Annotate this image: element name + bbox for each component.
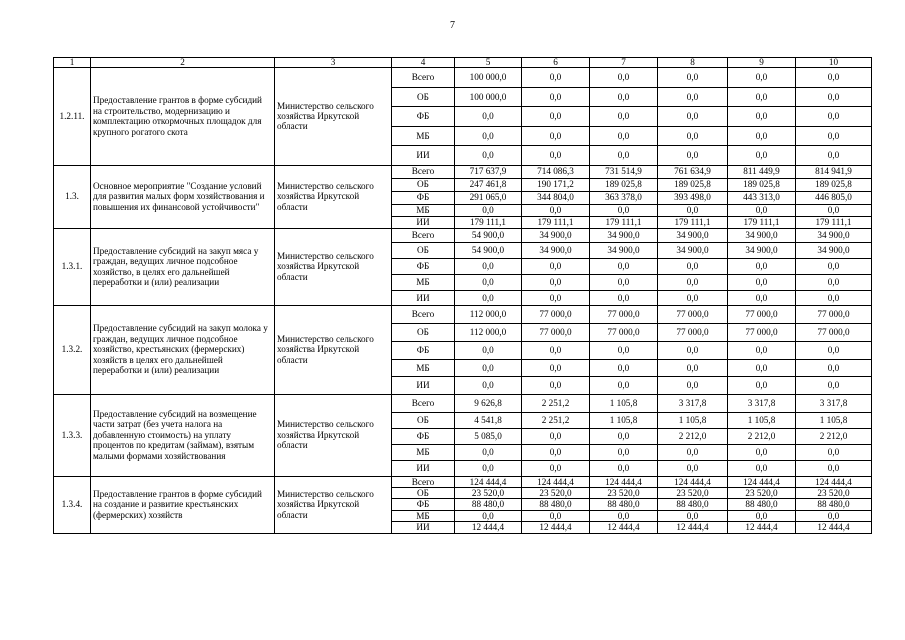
table-row bbox=[54, 68, 872, 88]
funding-source: ОБ bbox=[392, 487, 455, 498]
funding-source: ИИ bbox=[392, 146, 455, 166]
amount-cell: 0,0 bbox=[455, 460, 522, 476]
amount-cell: 0,0 bbox=[590, 460, 658, 476]
amount-cell: 0,0 bbox=[522, 359, 590, 377]
column-number-header: 3 bbox=[275, 58, 392, 68]
amount-cell: 3 317,8 bbox=[796, 394, 872, 412]
funding-source: Всего bbox=[392, 165, 455, 178]
amount-cell: 77 000,0 bbox=[522, 305, 590, 323]
amount-cell: 0,0 bbox=[658, 259, 728, 275]
amount-cell: 0,0 bbox=[455, 126, 522, 146]
amount-cell: 0,0 bbox=[796, 107, 872, 127]
amount-cell: 0,0 bbox=[522, 87, 590, 107]
table-row bbox=[54, 305, 872, 323]
amount-cell: 124 444,4 bbox=[658, 476, 728, 487]
amount-cell: 731 514,9 bbox=[590, 165, 658, 178]
amount-cell: 0,0 bbox=[455, 510, 522, 521]
amount-cell: 0,0 bbox=[522, 291, 590, 306]
amount-cell: 0,0 bbox=[658, 146, 728, 166]
amount-cell: 88 480,0 bbox=[658, 499, 728, 510]
amount-cell: 77 000,0 bbox=[658, 305, 728, 323]
amount-cell: 34 900,0 bbox=[728, 228, 796, 243]
amount-cell: 88 480,0 bbox=[590, 499, 658, 510]
amount-cell: 0,0 bbox=[522, 204, 590, 216]
column-number-header: 9 bbox=[728, 58, 796, 68]
amount-cell: 0,0 bbox=[796, 444, 872, 460]
amount-cell: 0,0 bbox=[728, 377, 796, 395]
amount-cell: 0,0 bbox=[796, 146, 872, 166]
amount-cell: 77 000,0 bbox=[522, 323, 590, 341]
amount-cell: 189 025,8 bbox=[728, 178, 796, 191]
amount-cell: 124 444,4 bbox=[522, 476, 590, 487]
column-number-header: 1 bbox=[54, 58, 91, 68]
amount-cell: 811 449,9 bbox=[728, 165, 796, 178]
amount-cell: 0,0 bbox=[658, 510, 728, 521]
section-code: 1.3. bbox=[54, 165, 91, 228]
amount-cell: 247 461,8 bbox=[455, 178, 522, 191]
section-code: 1.2.11. bbox=[54, 68, 91, 166]
amount-cell: 0,0 bbox=[658, 126, 728, 146]
amount-cell: 0,0 bbox=[796, 87, 872, 107]
amount-cell: 291 065,0 bbox=[455, 191, 522, 204]
amount-cell: 0,0 bbox=[590, 291, 658, 306]
amount-cell: 0,0 bbox=[658, 68, 728, 88]
amount-cell: 77 000,0 bbox=[728, 305, 796, 323]
section-responsible: Министерство сельского хозяйства Иркутской области bbox=[275, 476, 392, 533]
funding-source: ФБ bbox=[392, 341, 455, 359]
amount-cell: 0,0 bbox=[455, 275, 522, 291]
column-number-header: 8 bbox=[658, 58, 728, 68]
amount-cell: 23 520,0 bbox=[590, 487, 658, 498]
amount-cell: 23 520,0 bbox=[658, 487, 728, 498]
funding-source: ИИ bbox=[392, 291, 455, 306]
funding-source: МБ bbox=[392, 444, 455, 460]
amount-cell: 0,0 bbox=[455, 204, 522, 216]
funding-source: МБ bbox=[392, 126, 455, 146]
amount-cell: 0,0 bbox=[728, 259, 796, 275]
funding-source: ОБ bbox=[392, 412, 455, 428]
amount-cell: 0,0 bbox=[590, 359, 658, 377]
section-description: Предоставление субсидий на возмещение части затрат (без учета налога на добавленную стоимость) на уплату процентов по кредитам (займам), взятым малыми формами хозяйствования bbox=[91, 394, 275, 476]
amount-cell: 34 900,0 bbox=[728, 243, 796, 259]
amount-cell: 0,0 bbox=[590, 275, 658, 291]
amount-cell: 0,0 bbox=[796, 460, 872, 476]
amount-cell: 0,0 bbox=[796, 510, 872, 521]
amount-cell: 12 444,4 bbox=[455, 522, 522, 533]
amount-cell: 1 105,8 bbox=[590, 394, 658, 412]
amount-cell: 0,0 bbox=[455, 259, 522, 275]
amount-cell: 12 444,4 bbox=[728, 522, 796, 533]
funding-source: ФБ bbox=[392, 107, 455, 127]
amount-cell: 0,0 bbox=[590, 259, 658, 275]
amount-cell: 0,0 bbox=[658, 87, 728, 107]
amount-cell: 443 313,0 bbox=[728, 191, 796, 204]
amount-cell: 0,0 bbox=[796, 275, 872, 291]
page-number: 7 bbox=[450, 20, 455, 31]
funding-source: Всего bbox=[392, 68, 455, 88]
amount-cell: 0,0 bbox=[522, 126, 590, 146]
amount-cell: 0,0 bbox=[658, 359, 728, 377]
amount-cell: 0,0 bbox=[658, 204, 728, 216]
amount-cell: 54 900,0 bbox=[455, 228, 522, 243]
amount-cell: 34 900,0 bbox=[522, 228, 590, 243]
amount-cell: 0,0 bbox=[455, 341, 522, 359]
amount-cell: 0,0 bbox=[796, 204, 872, 216]
amount-cell: 0,0 bbox=[455, 359, 522, 377]
amount-cell: 344 804,0 bbox=[522, 191, 590, 204]
amount-cell: 12 444,4 bbox=[658, 522, 728, 533]
amount-cell: 34 900,0 bbox=[522, 243, 590, 259]
amount-cell: 0,0 bbox=[590, 107, 658, 127]
table-row bbox=[54, 165, 872, 178]
amount-cell: 0,0 bbox=[522, 510, 590, 521]
amount-cell: 0,0 bbox=[728, 275, 796, 291]
amount-cell: 0,0 bbox=[728, 341, 796, 359]
amount-cell: 100 000,0 bbox=[455, 68, 522, 88]
amount-cell: 88 480,0 bbox=[728, 499, 796, 510]
amount-cell: 0,0 bbox=[728, 291, 796, 306]
amount-cell: 0,0 bbox=[796, 377, 872, 395]
amount-cell: 0,0 bbox=[522, 341, 590, 359]
amount-cell: 0,0 bbox=[455, 146, 522, 166]
funding-source: ИИ bbox=[392, 522, 455, 533]
amount-cell: 2 212,0 bbox=[796, 428, 872, 444]
amount-cell: 393 498,0 bbox=[658, 191, 728, 204]
funding-source: ФБ bbox=[392, 499, 455, 510]
amount-cell: 23 520,0 bbox=[455, 487, 522, 498]
amount-cell: 77 000,0 bbox=[590, 305, 658, 323]
amount-cell: 5 085,0 bbox=[455, 428, 522, 444]
amount-cell: 0,0 bbox=[455, 107, 522, 127]
amount-cell: 0,0 bbox=[455, 291, 522, 306]
amount-cell: 714 086,3 bbox=[522, 165, 590, 178]
funding-source: ФБ bbox=[392, 259, 455, 275]
amount-cell: 3 317,8 bbox=[728, 394, 796, 412]
column-number-header: 10 bbox=[796, 58, 872, 68]
section-responsible: Министерство сельского хозяйства Иркутской области bbox=[275, 165, 392, 228]
column-number-header: 2 bbox=[91, 58, 275, 68]
amount-cell: 124 444,4 bbox=[728, 476, 796, 487]
section-responsible: Министерство сельского хозяйства Иркутской области bbox=[275, 394, 392, 476]
amount-cell: 34 900,0 bbox=[590, 243, 658, 259]
column-number-row bbox=[54, 58, 872, 68]
section-description: Предоставление субсидий на закуп молока у граждан, ведущих личное подсобное хозяйство, крестьянских (фермерских) хозяйств в целях его дальнейшей переработки и (или) реализации bbox=[91, 305, 275, 394]
amount-cell: 0,0 bbox=[728, 460, 796, 476]
column-number-header: 5 bbox=[455, 58, 522, 68]
amount-cell: 0,0 bbox=[522, 259, 590, 275]
funding-source: МБ bbox=[392, 510, 455, 521]
amount-cell: 34 900,0 bbox=[796, 243, 872, 259]
amount-cell: 112 000,0 bbox=[455, 305, 522, 323]
section-description: Основное мероприятие "Создание условий для развития малых форм хозяйствования и повышения их финансовой устойчивости" bbox=[91, 165, 275, 228]
amount-cell: 0,0 bbox=[590, 444, 658, 460]
amount-cell: 0,0 bbox=[796, 126, 872, 146]
amount-cell: 23 520,0 bbox=[522, 487, 590, 498]
table-row bbox=[54, 228, 872, 243]
amount-cell: 88 480,0 bbox=[522, 499, 590, 510]
amount-cell: 363 378,0 bbox=[590, 191, 658, 204]
amount-cell: 0,0 bbox=[590, 428, 658, 444]
funding-source: МБ bbox=[392, 359, 455, 377]
amount-cell: 1 105,8 bbox=[658, 412, 728, 428]
funding-source: ИИ bbox=[392, 216, 455, 228]
column-number-header: 4 bbox=[392, 58, 455, 68]
amount-cell: 0,0 bbox=[590, 87, 658, 107]
amount-cell: 0,0 bbox=[728, 146, 796, 166]
amount-cell: 77 000,0 bbox=[590, 323, 658, 341]
amount-cell: 2 212,0 bbox=[728, 428, 796, 444]
amount-cell: 179 111,1 bbox=[728, 216, 796, 228]
column-number-header: 7 bbox=[590, 58, 658, 68]
amount-cell: 88 480,0 bbox=[455, 499, 522, 510]
section-code: 1.3.2. bbox=[54, 305, 91, 394]
amount-cell: 189 025,8 bbox=[658, 178, 728, 191]
amount-cell: 0,0 bbox=[522, 460, 590, 476]
amount-cell: 0,0 bbox=[728, 510, 796, 521]
amount-cell: 0,0 bbox=[796, 359, 872, 377]
amount-cell: 77 000,0 bbox=[796, 305, 872, 323]
amount-cell: 9 626,8 bbox=[455, 394, 522, 412]
amount-cell: 0,0 bbox=[658, 444, 728, 460]
table-row bbox=[54, 394, 872, 412]
section-responsible: Министерство сельского хозяйства Иркутской области bbox=[275, 228, 392, 305]
amount-cell: 77 000,0 bbox=[728, 323, 796, 341]
amount-cell: 179 111,1 bbox=[658, 216, 728, 228]
amount-cell: 179 111,1 bbox=[796, 216, 872, 228]
amount-cell: 0,0 bbox=[658, 275, 728, 291]
amount-cell: 1 105,8 bbox=[728, 412, 796, 428]
section-description: Предоставление грантов в форме субсидий на строительство, модернизацию и комплектацию откормочных площадок для крупного рогатого скота bbox=[91, 68, 275, 166]
amount-cell: 179 111,1 bbox=[522, 216, 590, 228]
section-description: Предоставление субсидий на закуп мяса у граждан, ведущих личное подсобное хозяйство, в целях его дальнейшей переработки и (или) реализации bbox=[91, 228, 275, 305]
funding-source: ОБ bbox=[392, 87, 455, 107]
amount-cell: 23 520,0 bbox=[796, 487, 872, 498]
amount-cell: 717 637,9 bbox=[455, 165, 522, 178]
amount-cell: 0,0 bbox=[522, 377, 590, 395]
section-code: 1.3.1. bbox=[54, 228, 91, 305]
amount-cell: 77 000,0 bbox=[658, 323, 728, 341]
amount-cell: 0,0 bbox=[796, 68, 872, 88]
funding-source: МБ bbox=[392, 275, 455, 291]
amount-cell: 0,0 bbox=[522, 68, 590, 88]
amount-cell: 0,0 bbox=[522, 428, 590, 444]
amount-cell: 77 000,0 bbox=[796, 323, 872, 341]
amount-cell: 0,0 bbox=[658, 291, 728, 306]
amount-cell: 34 900,0 bbox=[590, 228, 658, 243]
funding-source: ФБ bbox=[392, 191, 455, 204]
amount-cell: 446 805,0 bbox=[796, 191, 872, 204]
amount-cell: 34 900,0 bbox=[796, 228, 872, 243]
amount-cell: 0,0 bbox=[522, 146, 590, 166]
section-code: 1.3.4. bbox=[54, 476, 91, 533]
amount-cell: 2 212,0 bbox=[658, 428, 728, 444]
funding-source: Всего bbox=[392, 394, 455, 412]
amount-cell: 0,0 bbox=[658, 377, 728, 395]
amount-cell: 12 444,4 bbox=[522, 522, 590, 533]
funding-source: МБ bbox=[392, 204, 455, 216]
amount-cell: 124 444,4 bbox=[455, 476, 522, 487]
amount-cell: 54 900,0 bbox=[455, 243, 522, 259]
funding-source: ИИ bbox=[392, 377, 455, 395]
amount-cell: 0,0 bbox=[796, 341, 872, 359]
amount-cell: 124 444,4 bbox=[590, 476, 658, 487]
amount-cell: 0,0 bbox=[728, 126, 796, 146]
amount-cell: 1 105,8 bbox=[796, 412, 872, 428]
amount-cell: 814 941,9 bbox=[796, 165, 872, 178]
funding-source: ФБ bbox=[392, 428, 455, 444]
amount-cell: 0,0 bbox=[522, 444, 590, 460]
amount-cell: 0,0 bbox=[728, 68, 796, 88]
amount-cell: 34 900,0 bbox=[658, 228, 728, 243]
amount-cell: 0,0 bbox=[522, 275, 590, 291]
amount-cell: 0,0 bbox=[658, 460, 728, 476]
amount-cell: 0,0 bbox=[590, 126, 658, 146]
amount-cell: 88 480,0 bbox=[796, 499, 872, 510]
amount-cell: 179 111,1 bbox=[455, 216, 522, 228]
amount-cell: 23 520,0 bbox=[728, 487, 796, 498]
section-responsible: Министерство сельского хозяйства Иркутской области bbox=[275, 305, 392, 394]
funding-source: Всего bbox=[392, 476, 455, 487]
funding-source: ИИ bbox=[392, 460, 455, 476]
amount-cell: 189 025,8 bbox=[796, 178, 872, 191]
amount-cell: 2 251,2 bbox=[522, 412, 590, 428]
amount-cell: 0,0 bbox=[590, 68, 658, 88]
amount-cell: 0,0 bbox=[728, 444, 796, 460]
amount-cell: 0,0 bbox=[590, 377, 658, 395]
section-responsible: Министерство сельского хозяйства Иркутской области bbox=[275, 68, 392, 166]
amount-cell: 0,0 bbox=[590, 341, 658, 359]
amount-cell: 189 025,8 bbox=[590, 178, 658, 191]
table-row bbox=[54, 476, 872, 487]
amount-cell: 179 111,1 bbox=[590, 216, 658, 228]
amount-cell: 0,0 bbox=[658, 341, 728, 359]
amount-cell: 4 541,8 bbox=[455, 412, 522, 428]
funding-source: Всего bbox=[392, 228, 455, 243]
amount-cell: 761 634,9 bbox=[658, 165, 728, 178]
funding-source: ОБ bbox=[392, 323, 455, 341]
amount-cell: 0,0 bbox=[658, 107, 728, 127]
amount-cell: 124 444,4 bbox=[796, 476, 872, 487]
amount-cell: 0,0 bbox=[728, 87, 796, 107]
section-code: 1.3.3. bbox=[54, 394, 91, 476]
amount-cell: 112 000,0 bbox=[455, 323, 522, 341]
amount-cell: 0,0 bbox=[455, 377, 522, 395]
amount-cell: 12 444,4 bbox=[590, 522, 658, 533]
amount-cell: 12 444,4 bbox=[796, 522, 872, 533]
amount-cell: 0,0 bbox=[455, 444, 522, 460]
amount-cell: 2 251,2 bbox=[522, 394, 590, 412]
amount-cell: 34 900,0 bbox=[658, 243, 728, 259]
section-description: Предоставление грантов в форме субсидий на создание и развитие крестьянских (фермерских) хозяйств bbox=[91, 476, 275, 533]
column-number-header: 6 bbox=[522, 58, 590, 68]
amount-cell: 0,0 bbox=[796, 291, 872, 306]
amount-cell: 0,0 bbox=[728, 107, 796, 127]
amount-cell: 190 171,2 bbox=[522, 178, 590, 191]
funding-source: ОБ bbox=[392, 243, 455, 259]
budget-table bbox=[53, 57, 872, 534]
amount-cell: 3 317,8 bbox=[658, 394, 728, 412]
amount-cell: 0,0 bbox=[728, 359, 796, 377]
amount-cell: 0,0 bbox=[590, 204, 658, 216]
funding-source: ОБ bbox=[392, 178, 455, 191]
funding-source: Всего bbox=[392, 305, 455, 323]
amount-cell: 0,0 bbox=[522, 107, 590, 127]
amount-cell: 100 000,0 bbox=[455, 87, 522, 107]
amount-cell: 0,0 bbox=[796, 259, 872, 275]
amount-cell: 1 105,8 bbox=[590, 412, 658, 428]
amount-cell: 0,0 bbox=[728, 204, 796, 216]
amount-cell: 0,0 bbox=[590, 146, 658, 166]
amount-cell: 0,0 bbox=[590, 510, 658, 521]
